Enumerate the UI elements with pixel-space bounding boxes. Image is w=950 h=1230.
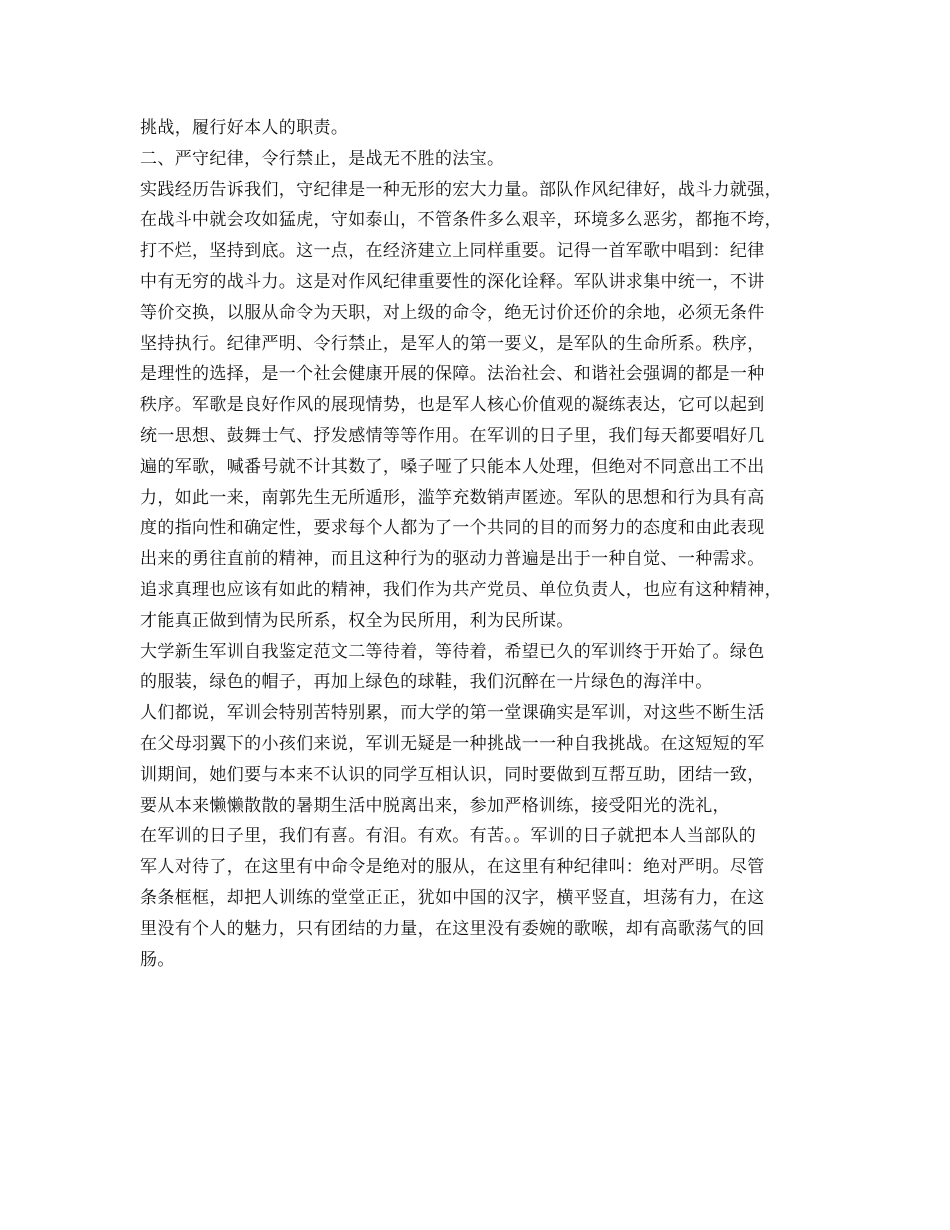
text-line: 的服装，绿色的帽子，再加上绿色的球鞋，我们沉醉在一片绿色的海洋中。: [140, 672, 713, 693]
text-line: 人们都说，军训会特别苦特别累，而大学的第一堂课确实是军训，对这些不断生活: [140, 703, 765, 724]
text-line: 中有无穷的战斗力。这是对作风纪律重要性的深化诠释。军队讲求集中统一，不讲: [140, 271, 765, 292]
text-line: 出来的勇往直前的精神，而且这种行为的驱动力普遍是出于一种自觉、一种需求。: [140, 549, 765, 570]
text-line: 在战斗中就会攻如猛虎，守如泰山，不管条件多么艰辛，环境多么恶劣，都拖不垮，: [140, 210, 782, 231]
text-line: 肠。: [140, 949, 175, 970]
text-line: 挑战，履行好本人的职责。: [140, 118, 349, 138]
text-line: 在父母羽翼下的小孩们来说，军训无疑是一种挑战一一种自我挑战。在这短短的军: [140, 733, 765, 754]
text-line: 要从本来懒懒散散的暑期生活中脱离出来，参加严格训练，接受阳光的洗礼，: [140, 795, 730, 816]
text-line: 秩序。军歌是良好作风的展现情势，也是军人核心价值观的凝练表达，它可以起到: [140, 395, 765, 416]
text-line: 统一思想、鼓舞士气、抒发感情等等作用。在军训的日子里，我们每天都要唱好几: [140, 425, 765, 446]
document-body: [140, 113, 830, 975]
text-line: 里没有个人的魅力，只有团结的力量，在这里没有委婉的歌喉，却有高歌荡气的回: [140, 918, 765, 939]
text-line: 是理性的选择，是一个社会健康开展的保障。法治社会、和谐社会强调的都是一种: [140, 364, 765, 385]
text-line: 度的指向性和确定性，要求每个人都为了一个共同的目的而努力的态度和由此表现: [140, 518, 765, 539]
text-line: 打不烂，坚持到底。这一点，在经济建立上同样重要。记得一首军歌中唱到：纪律: [140, 241, 765, 262]
text-line: 军人对待了，在这里有中命令是绝对的服从，在这里有种纪律叫：绝对严明。尽管: [140, 857, 765, 878]
text-line: 才能真正做到情为民所系，权全为民所用，利为民所谋。: [140, 610, 574, 631]
text-line: 在军训的日子里，我们有喜。有泪。有欢。有苦。。军训的日子就把本人当部队的: [140, 826, 757, 847]
text-line: 遍的军歌，喊番号就不计其数了，嗓子哑了只能本人处理，但绝对不同意出工不出: [140, 456, 765, 477]
section-heading: 二、严守纪律，令行禁止，是战无不胜的法宝。: [140, 148, 505, 169]
text-line: 力，如此一来，南郭先生无所遁形，滥竽充数销声匿迹。军队的思想和行为具有高: [140, 487, 765, 508]
text-line: 训期间，她们要与本来不认识的同学互相认识，同时要做到互帮互助，团结一致，: [140, 764, 765, 785]
text-line: 大学新生军训自我鉴定范文二等待着，等待着，希望已久的军训终于开始了。绿色: [140, 641, 765, 662]
text-line: 等价交换，以服从命令为天职，对上级的命令，绝无讨价还价的余地，必须无条件: [140, 302, 765, 323]
text-line: 坚持执行。纪律严明、令行禁止，是军人的第一要义，是军队的生命所系。秩序，: [140, 333, 765, 354]
text-line: 条条框框，却把人训练的堂堂正正，犹如中国的汉字，横平竖直，坦荡有力，在这: [140, 887, 765, 908]
text-line: 追求真理也应该有如此的精神，我们作为共产党员、单位负责人，也应有这种精神，: [140, 579, 782, 600]
text-line: 实践经历告诉我们，守纪律是一种无形的宏大力量。部队作风纪律好，战斗力就强，: [140, 179, 782, 200]
